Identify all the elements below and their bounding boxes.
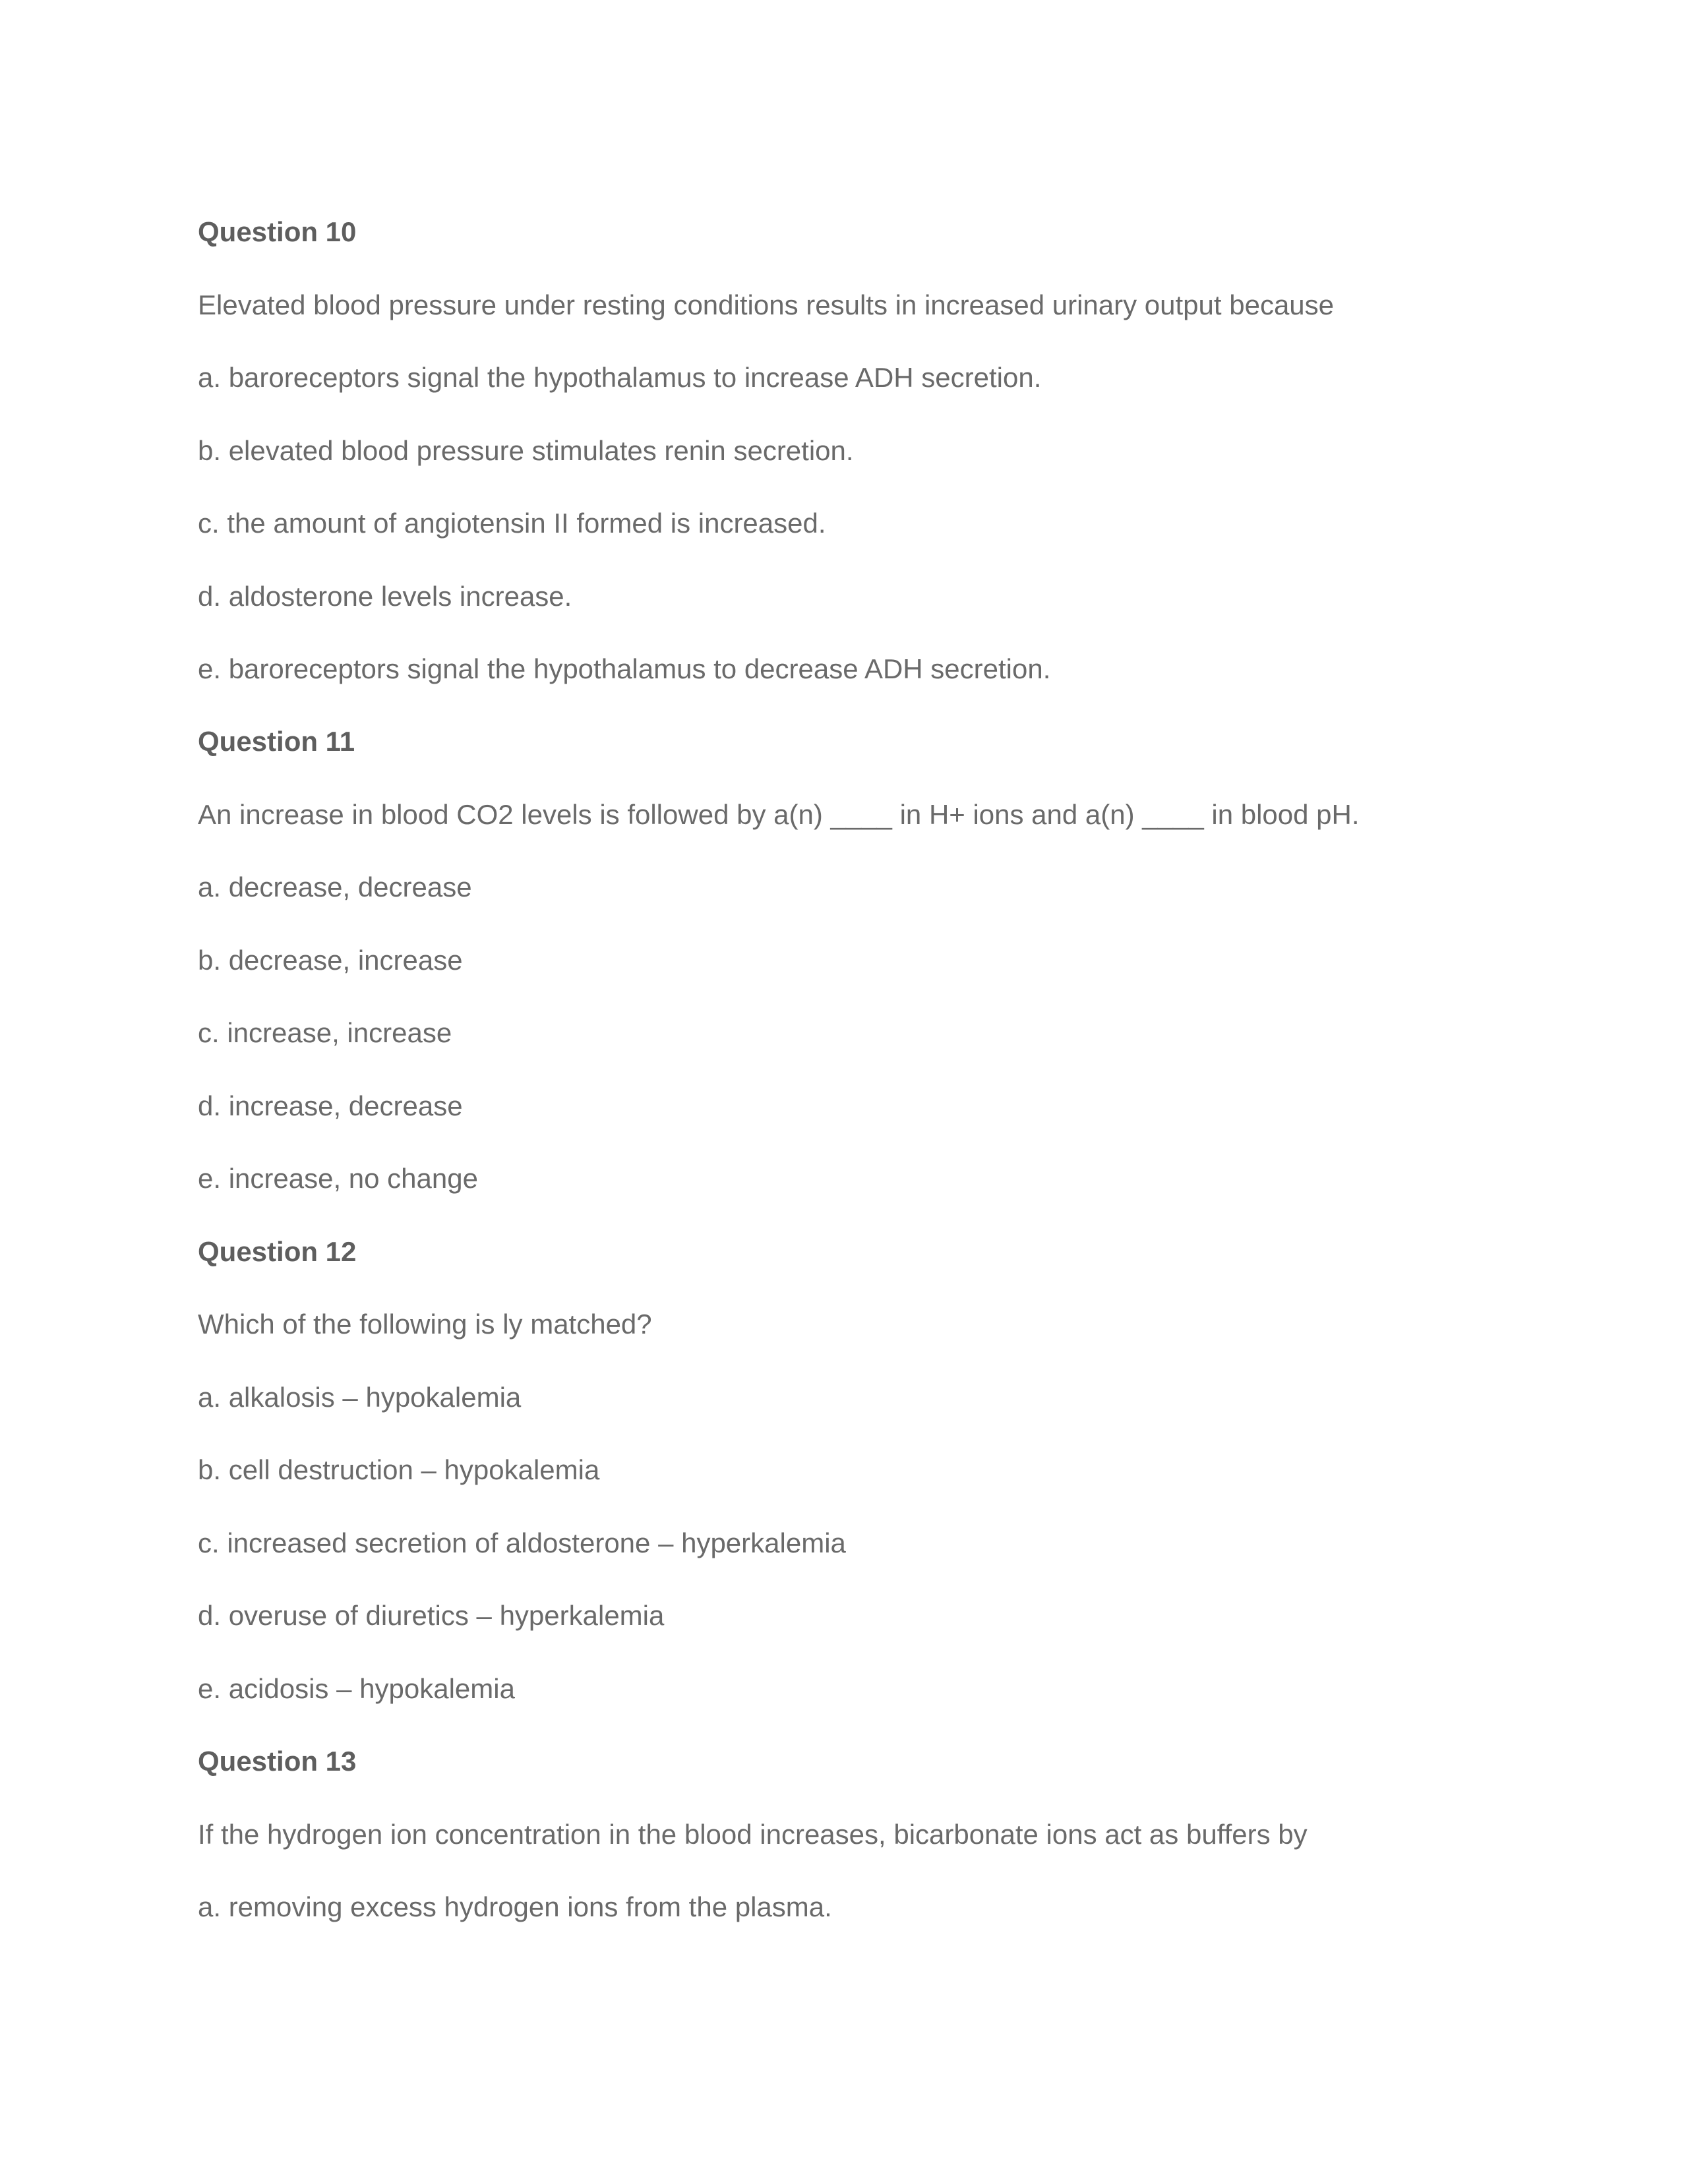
question-10-option-c: c. the amount of angiotensin II formed is increased.: [198, 508, 826, 539]
question-12-option-b: b. cell destruction – hypokalemia: [198, 1454, 600, 1485]
question-10-heading: Question 10: [198, 216, 357, 247]
question-11-option-b: b. decrease, increase: [198, 945, 463, 976]
question-11-option-d: d. increase, decrease: [198, 1090, 463, 1121]
question-10-prompt: Elevated blood pressure under resting conditions results in increased urinary output because: [198, 289, 1335, 320]
question-11-option-e: e. increase, no change: [198, 1163, 478, 1194]
question-12-option-a: a. alkalosis – hypokalemia: [198, 1382, 522, 1413]
question-10-option-b: b. elevated blood pressure stimulates renin secretion.: [198, 435, 854, 466]
question-13-prompt: If the hydrogen ion concentration in the blood increases, bicarbonate ions act as buffers by: [198, 1819, 1308, 1850]
question-10-option-d: d. aldosterone levels increase.: [198, 581, 572, 612]
question-12-heading: Question 12: [198, 1236, 357, 1267]
question-12-prompt: Which of the following is ly matched?: [198, 1309, 652, 1340]
question-12-option-c: c. increased secretion of aldosterone – hyperkalemia: [198, 1527, 846, 1558]
question-11-option-c: c. increase, increase: [198, 1017, 452, 1048]
question-11-heading: Question 11: [198, 726, 355, 757]
question-10-option-a: a. baroreceptors signal the hypothalamus to increase ADH secretion.: [198, 362, 1042, 393]
question-13-option-a: a. removing excess hydrogen ions from the plasma.: [198, 1891, 832, 1922]
question-11-prompt: An increase in blood CO2 levels is followed by a(n) ____ in H+ ions and a(n) ____ in blood pH.: [198, 799, 1360, 830]
question-11-option-a: a. decrease, decrease: [198, 871, 472, 902]
question-12-option-d: d. overuse of diuretics – hyperkalemia: [198, 1600, 665, 1631]
question-10-option-e: e. baroreceptors signal the hypothalamus to decrease ADH secretion.: [198, 653, 1051, 684]
question-12-option-e: e. acidosis – hypokalemia: [198, 1673, 515, 1704]
question-13-heading: Question 13: [198, 1746, 357, 1777]
